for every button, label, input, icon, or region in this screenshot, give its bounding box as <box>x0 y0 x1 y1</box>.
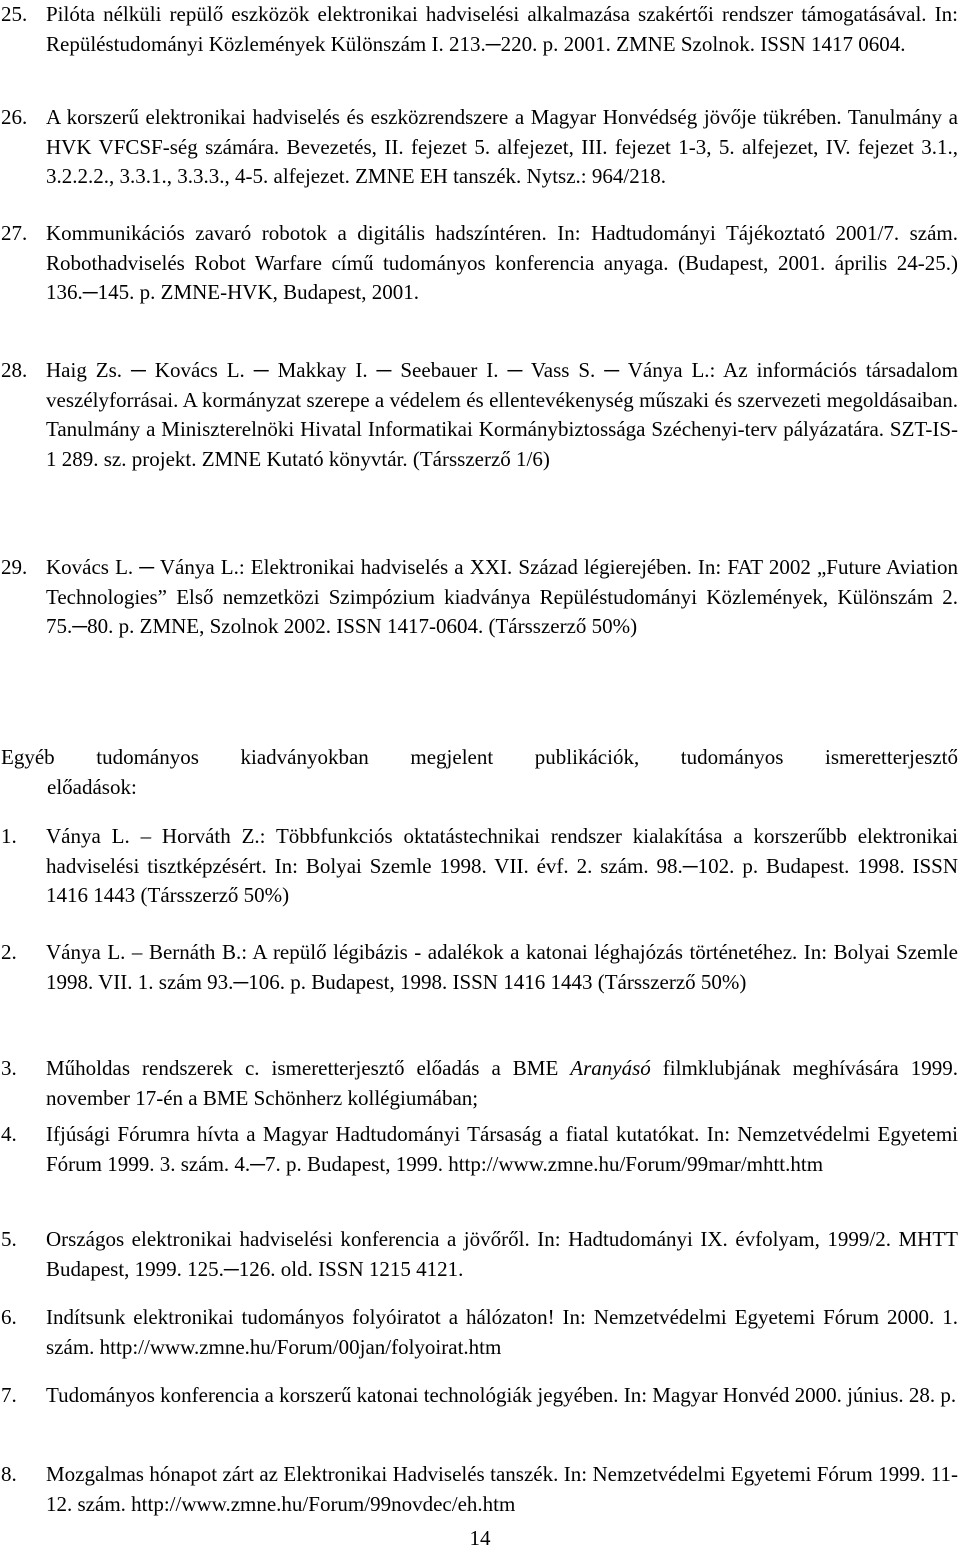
other-publication-entry-4 <box>0 1120 958 1179</box>
entry-number: 28. <box>1 358 28 382</box>
entry-number: 27. <box>1 221 28 245</box>
other-publication-entry-1 <box>0 822 958 911</box>
entry-text-italic: Aranyásó <box>570 1056 651 1080</box>
entry-number: 26. <box>1 105 28 129</box>
entry-text <box>46 1054 958 1113</box>
publication-entry-27 <box>0 219 958 308</box>
entry-number: 25. <box>1 2 28 26</box>
entry-text: Kommunikációs zavaró robotok a digitális hadszíntéren. In: Hadtudományi Tájékoztató 2001/7. szám. Robothadviselés Robot Warfare című tudományos konferencia anyaga. (Budapest, 2001. április 24-25.) 136.─145. p. ZMNE-HVK, Budapest, 2001. <box>46 221 958 304</box>
entry-text: Ifjúsági Fórumra hívta a Magyar Hadtudományi Társaság a fiatal kutatókat. In: Nemzetvédelmi Egyetemi Fórum 1999. 3. szám. 4.─7. p. Budapest, 1999. http://www.zmne.hu/Forum/99mar/mhtt.htm <box>46 1122 958 1176</box>
other-publication-entry-8 <box>0 1460 958 1519</box>
other-publication-entry-7 <box>0 1381 958 1411</box>
entry-text: Kovács L. ─ Ványa L.: Elektronikai hadviselés a XXI. Század légierejében. In: FAT 2002 „Future Aviation Technologies” Első nemzetközi Szimpózium kiadványa Repüléstudományi Közlemények, Különszám 2. 75.─80. p. ZMNE, Szolnok 2002. ISSN 1417-0604. (Társszerző 50%) <box>46 555 958 638</box>
entry-text: Országos elektronikai hadviselési konferencia a jövőről. In: Hadtudományi IX. évfolyam, 1999/2. MHTT Budapest, 1999. 125.─126. old. ISSN 1215 4121. <box>46 1227 958 1281</box>
page-number: 14 <box>469 1526 491 1550</box>
entry-number: 2. <box>1 940 17 964</box>
section-heading-line-2: előadások: <box>47 774 137 799</box>
publication-entry-25 <box>0 0 958 59</box>
publication-entry-26 <box>0 103 958 192</box>
entry-number: 6. <box>1 1305 17 1329</box>
entry-number: 3. <box>1 1056 17 1080</box>
other-publication-entry-5 <box>0 1225 958 1284</box>
entry-text: Haig Zs. ─ Kovács L. ─ Makkay I. ─ Seebauer I. ─ Vass S. ─ Ványa L.: Az információs társadalom veszélyforrásai. A kormányzat szerepe a védelem és ellentevékenység műszaki és szervezeti megoldásaiban. Tanulmány a Miniszterelnöki Hivatal Informatikai Kormánybiztossága Széchenyi-terv pályázatára. SZT-IS-1 289. sz. projekt. ZMNE Kutató könyvtár. (Társszerző 1/6) <box>46 358 958 471</box>
entry-text: Pilóta nélküli repülő eszközök elektronikai hadviselési alkalmazása szakértői rendszer támogatásával. In: Repüléstudományi Közlemények Különszám I. 213.─220. p. 2001. ZMNE Szolnok. ISSN 1417 0604. <box>46 2 958 56</box>
entry-text: Indítsunk elektronikai tudományos folyóiratot a hálózaton! In: Nemzetvédelmi Egyetemi Fórum 2000. 1. szám. http://www.zmne.hu/Forum/00jan/folyoirat.htm <box>46 1305 958 1359</box>
entry-number: 1. <box>1 824 17 848</box>
entry-number: 4. <box>1 1122 17 1146</box>
entry-text: A korszerű elektronikai hadviselés és eszközrendszere a Magyar Honvédség jövője tükrében. Tanulmány a HVK VFCSF-ség számára. Bevezetés, II. fejezet 5. alfejezet, III. fejezet 1-3, 5. alfejezet, IV. fejezet 3.1., 3.2.2.2., 3.3.1., 3.3.3., 4-5. alfejezet. ZMNE EH tanszék. Nytsz.: 964/218. <box>46 105 958 188</box>
section-heading-line-1: Egyéb tudományos kiadványokban megjelent publikációk, tudományos ismeretterjesztő <box>1 745 958 769</box>
entry-text: Mozgalmas hónapot zárt az Elektronikai Hadviselés tanszék. In: Nemzetvédelmi Egyetemi Fórum 1999. 11-12. szám. http://www.zmne.hu/Forum/99novdec/eh.htm <box>46 1462 958 1516</box>
entry-text-before: Műholdas rendszerek c. ismeretterjesztő előadás a BME <box>46 1056 571 1080</box>
entry-number: 29. <box>1 555 28 579</box>
entry-number: 7. <box>1 1383 17 1407</box>
entry-text: Ványa L. – Horváth Z.: Többfunkciós oktatástechnikai rendszer kialakítása a korszerűbb elektronikai hadviselési tisztképzésért. In: Bolyai Szemle 1998. VII. évf. 2. szám. 98.─102. p. Budapest. 1998. ISSN 1416 1443 (Társszerző 50%) <box>46 824 958 907</box>
entry-text: Ványa L. – Bernáth B.: A repülő légibázis - adalékok a katonai léghajózás történetéhez. In: Bolyai Szemle 1998. VII. 1. szám 93.─106. p. Budapest, 1998. ISSN 1416 1443 (Társszerző 50%) <box>46 940 958 994</box>
publication-entry-29 <box>0 553 958 642</box>
entry-text: Tudományos konferencia a korszerű katonai technológiák jegyében. In: Magyar Honvéd 2000. június. 28. p. <box>46 1383 957 1407</box>
entry-number: 8. <box>1 1462 17 1486</box>
publication-entry-28 <box>0 356 958 474</box>
entry-number: 5. <box>1 1227 17 1251</box>
other-publication-entry-6 <box>0 1303 958 1362</box>
section-heading <box>1 743 958 802</box>
entry-text-after: filmklubjának meghívására 1999. november 17-én a BME Schönherz kollégiumában; <box>46 1056 958 1110</box>
other-publication-entry-3 <box>0 1054 958 1113</box>
other-publication-entry-2 <box>0 938 958 997</box>
